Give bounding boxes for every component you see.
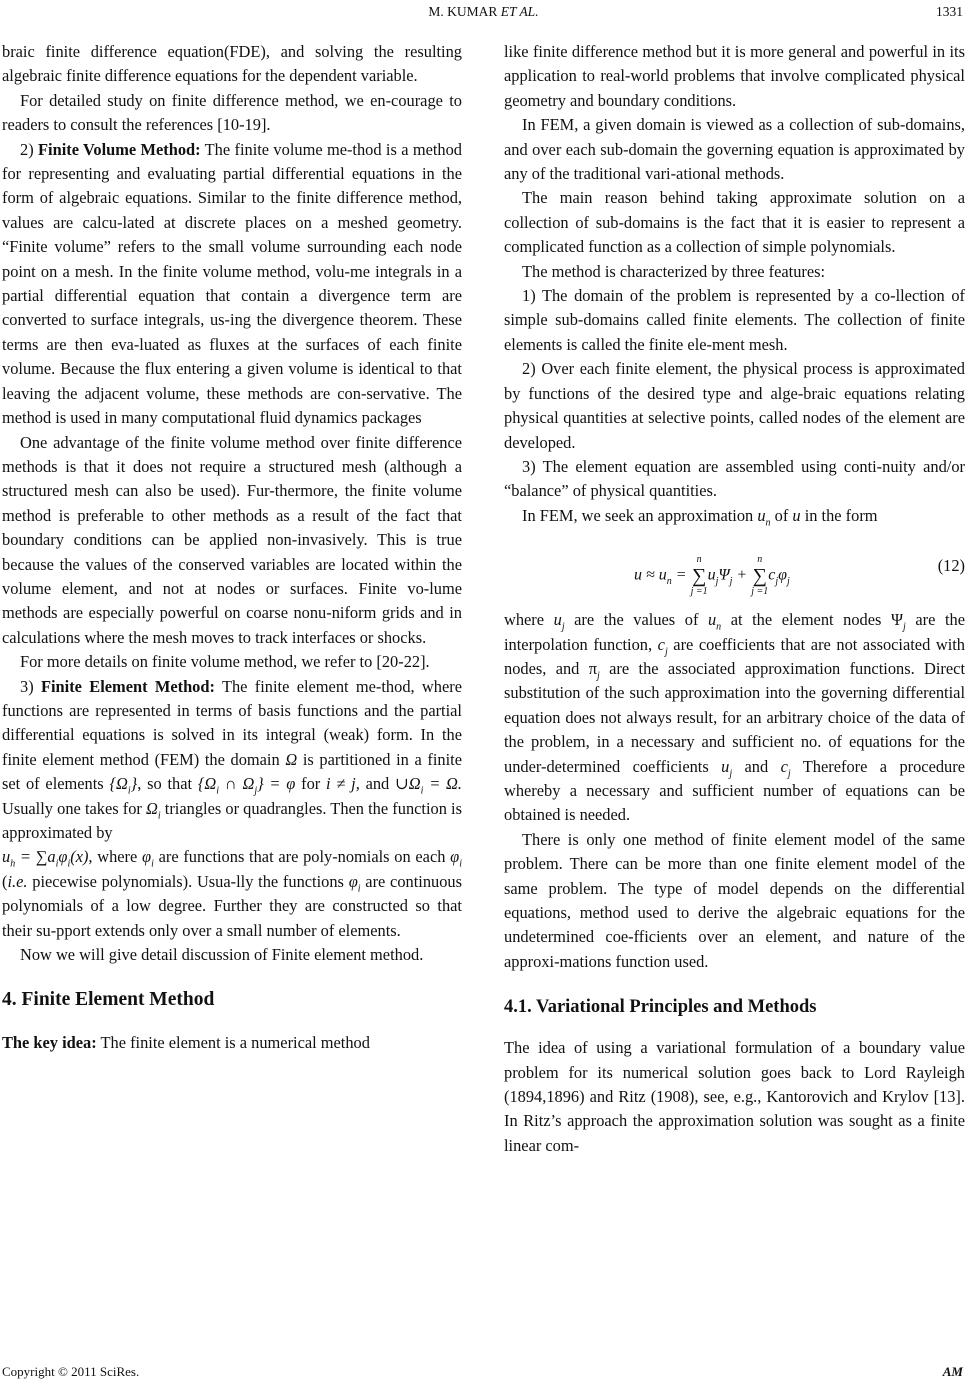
math-part: } = φ	[257, 774, 296, 794]
math-sub: j	[664, 645, 668, 657]
paragraph: In FEM, a given domain is viewed as a collection of sub-domains, and over each sub-domain the governing equation is approximated by any of the traditional vari-ational methods.	[504, 115, 965, 184]
paragraph: For more details on finite volume method, we refer to [20-22].	[20, 652, 430, 672]
sigma: ∑	[752, 565, 767, 588]
paragraph: For detailed study on finite difference method, we en-courage to readers to consult the references [10-19].	[2, 90, 462, 135]
paragraph-where	[504, 608, 965, 828]
equation-12	[504, 534, 965, 604]
math-part: φ	[450, 847, 460, 867]
item-number: 2)	[20, 139, 39, 159]
math-part: φ	[778, 566, 787, 584]
math-union	[395, 774, 462, 797]
math-sub: n	[666, 575, 672, 587]
math-element-set	[109, 774, 138, 797]
math-sub: i	[55, 858, 59, 870]
math-omega-i	[146, 798, 161, 821]
text-ie: i.e.	[7, 871, 28, 891]
paragraph: 3) The element equation are assembled using conti-nuity and/or “balance” of physical quantities.	[504, 456, 965, 501]
left-column	[2, 40, 462, 1056]
math-part: {Ω	[109, 774, 128, 794]
paragraph-text: , so that	[137, 774, 198, 794]
paragraph-finite-element	[2, 675, 462, 943]
paragraph-text: and	[359, 774, 396, 794]
math-intersection	[197, 774, 296, 797]
paragraph-text: are functions that are poly-nomials on each	[153, 847, 451, 867]
math-sub: j	[254, 785, 258, 797]
math-sub: j	[787, 575, 790, 587]
sigma: ∑	[691, 565, 707, 588]
math-u: u	[721, 756, 730, 776]
math-part: ∪Ω	[395, 774, 421, 794]
sum-upper: n	[696, 554, 702, 566]
paragraph-text: is partitioned in a finite set of elements	[2, 749, 462, 794]
sum-upper: n	[757, 554, 763, 566]
page-footer	[0, 1364, 967, 1384]
paragraph-text: (	[2, 871, 8, 891]
math-part: φ	[348, 871, 358, 891]
math-part: }	[130, 774, 138, 794]
paragraph-text: triangles or quadrangles. Then the function is approximated by	[2, 798, 462, 842]
math-u: u	[757, 505, 766, 525]
paragraph-text: at the element nodes	[721, 610, 891, 630]
math-sub: i	[151, 858, 154, 870]
item-number: 3)	[20, 676, 41, 696]
paragraph-text: Usually one takes for	[2, 798, 147, 818]
paragraph-text: and	[732, 756, 781, 776]
term-finite-element: Finite Element Method:	[40, 676, 215, 696]
math-sub: i	[459, 858, 462, 870]
math-pi: π	[588, 658, 598, 678]
paragraph-text: are continuous polynomials of a low degree. Further they are constructed so that their su-pport extends only over a small number of elements.	[2, 871, 462, 940]
paragraph-text: The finite element is a numerical method	[96, 1033, 370, 1053]
math-part: u	[707, 566, 716, 584]
paragraph-text: are the interpolation function,	[504, 610, 965, 654]
math-sub: j	[729, 575, 733, 587]
paragraph-text: where	[504, 610, 554, 630]
math-sub: j	[903, 621, 906, 633]
math-sub: j	[597, 670, 600, 682]
paragraph-text: are the associated approximation functions. Direct substitution of the such approximation into the governing differential equation does not always result, for an arbitrary choice of the data of the problem, in a necessary and sufficient no. of equations for the under-determined coefficients	[504, 658, 965, 776]
paragraph-text: In FEM, we seek an approximation	[522, 505, 758, 525]
math-sub: j	[729, 767, 733, 779]
sum-symbol	[751, 554, 768, 598]
sum-lower: j =1	[751, 586, 769, 598]
math-sub: i	[420, 785, 424, 797]
paragraph: Now we will give detail discussion of Finite element method.	[20, 945, 424, 965]
math-i-neq-j: i ≠ j,	[326, 774, 360, 794]
math-sub: i	[357, 883, 361, 895]
paragraph-text: are the values of	[564, 610, 708, 630]
math-sub: j	[561, 621, 565, 633]
math-sub: i	[127, 785, 131, 797]
paragraph: like finite difference method but it is more general and powerful in its application to real-world problems that involve complicated physical geometry and boundary conditions.	[504, 42, 965, 110]
math-c: c	[657, 634, 665, 654]
math-sub: i	[67, 858, 71, 870]
math-part: c	[768, 566, 776, 584]
paragraph: The idea of using a variational formulation of a boundary value problem for its numerical solution goes back to Lord Rayleigh (1894,1896) and Ritz (1908), see, e.g., Kantorovich and Krylov [13]. In Ritz’s approach the approximation solution was sought as a finite linear com-	[504, 1038, 965, 1155]
journal-abbrev: AM	[942, 1364, 963, 1379]
math-part: = ∑a	[15, 847, 56, 867]
math-u: u	[792, 505, 801, 525]
paragraph: braic finite difference equation(FDE), and solving the resulting algebraic finite difference equations for the dependent variable.	[2, 42, 462, 86]
math-sub: j	[775, 575, 779, 587]
right-column	[504, 40, 965, 1158]
math-u: u	[553, 610, 562, 630]
math-approximation	[2, 847, 93, 870]
math-part: u	[2, 847, 11, 867]
paragraph-key-idea	[2, 1031, 462, 1055]
paragraph: The main reason behind taking approximate solution on a collection of sub-domains is the fact that it is easier to represent a complicated function as a collection of simple polynomials.	[504, 188, 965, 257]
page-number: 1331	[936, 4, 963, 19]
math-c: c	[780, 756, 788, 776]
math-phi-i	[142, 847, 154, 870]
math-part: ∩ Ω	[219, 774, 255, 794]
paragraph-text: Therefore a procedure whereby a necessary and sufficient number of equations can be obtained is needed.	[504, 756, 965, 825]
math-sub: i	[157, 809, 161, 821]
copyright: Copyright © 2011 SciRes.	[2, 1364, 140, 1379]
math-sub: n	[716, 621, 722, 633]
paragraph-approximation	[504, 504, 965, 528]
math-sub: h	[10, 858, 16, 870]
math-sub: n	[765, 517, 771, 528]
math-part: u ≈ u	[634, 566, 667, 584]
paragraph-text: The finite element me-thod, where functions are represented in terms of basis functions and the partial differential equations is solved in its integral (weak) form. In the finite element method (FEM) the domain	[2, 676, 462, 769]
paragraph: The method is characterized by three features:	[522, 261, 826, 281]
sum-symbol	[691, 554, 708, 598]
math-omega: Ω	[285, 749, 298, 769]
math-part: Ω	[146, 798, 158, 818]
paragraph: 2) Over each finite element, the physical process is approximated by functions of the desired type and alge-braic equations relating physical quantities at selective points, called nodes of the element are developed.	[504, 359, 965, 452]
math-part: φ	[58, 847, 68, 867]
header-etal: ET AL.	[500, 4, 539, 19]
math-sub: j	[715, 575, 719, 587]
header-author: M. KUMAR	[428, 4, 498, 19]
math-part: (x),	[70, 847, 93, 867]
math-sub: j	[787, 767, 791, 779]
running-title	[0, 4, 967, 20]
paragraph-text: of	[770, 505, 793, 525]
paragraph-text: in the form	[800, 505, 878, 525]
math-sub: i	[216, 785, 220, 797]
paragraph-finite-volume	[2, 138, 462, 431]
paragraph-text: The finite volume me-thod is a method for representing and evaluating partial differential equations in the form of algebraic equations. Similar to the finite difference method, values are calcu-lated at discrete places on a meshed geometry. “Finite volume” refers to the small volume surrounding each node point on a mesh. In the finite volume method, volu-me integrals in a partial differential equation that contain a divergence term are converted to surface integrals, us-ing the divergence theorem. These terms are then eva-luated as fluxes at the surfaces of each finite volume. Because the flux entering a given volume is identical to that leaving the adjacent volume, these methods are con-servative. The method is used in many computational fluid dynamics packages	[2, 139, 462, 428]
term-key-idea: The key idea:	[2, 1033, 97, 1053]
math-part: Ψ	[718, 566, 730, 584]
math-part: +	[732, 566, 752, 584]
term-finite-volume: Finite Volume Method:	[38, 139, 201, 159]
paragraph-text: piecewise polynomials). Usua-lly the functions	[27, 871, 349, 891]
subsection-heading: 4.1. Variational Principles and Methods	[504, 997, 817, 1018]
section-heading: 4. Finite Element Method	[2, 989, 215, 1011]
math-phi-i	[348, 871, 361, 895]
math-psi: Ψ	[890, 610, 904, 630]
math-phi-i	[450, 847, 462, 870]
paragraph-text: are coefficients that are not associated with nodes, and	[504, 634, 966, 678]
equation-body	[634, 554, 790, 598]
math-part: φ	[142, 847, 152, 867]
paragraph: 1) The domain of the problem is represented by a co-llection of simple sub-domains called finite elements. The collection of finite elements is called the finite ele-ment mesh.	[504, 286, 965, 354]
running-header	[0, 4, 967, 24]
math-part: = Ω.	[423, 774, 462, 794]
sum-lower: j =1	[690, 586, 708, 598]
math-part: {Ω	[197, 774, 217, 794]
paragraph: There is only one method of finite element model of the same problem. There can be more than one finite element model of the same problem. The type of model depends on the differential equations, method used to derive the algebraic equations for the undetermined coe-fficients over an element, and nature of the approxi-mations function used.	[504, 829, 965, 971]
paragraph: One advantage of the finite volume method over finite difference methods is that it does not require a structured mesh (although a structured mesh can also be used). Fur-thermore, the finite volume method is preferable to other methods as a result of the fact that boundary conditions can be applied non-invasively. This is true because the values of the conserved variables are located within the volume element, and not at nodes or surfaces. Finite vo-lume methods are especially powerful on coarse nonu-niform grids and in calculations where the mesh moves to track interfaces or shocks.	[2, 432, 462, 647]
paragraph-text: where	[92, 847, 143, 867]
math-u: u	[707, 610, 717, 630]
paragraph-text: for	[295, 774, 327, 794]
equation-number: (12)	[937, 556, 965, 576]
math-part: =	[671, 566, 691, 584]
